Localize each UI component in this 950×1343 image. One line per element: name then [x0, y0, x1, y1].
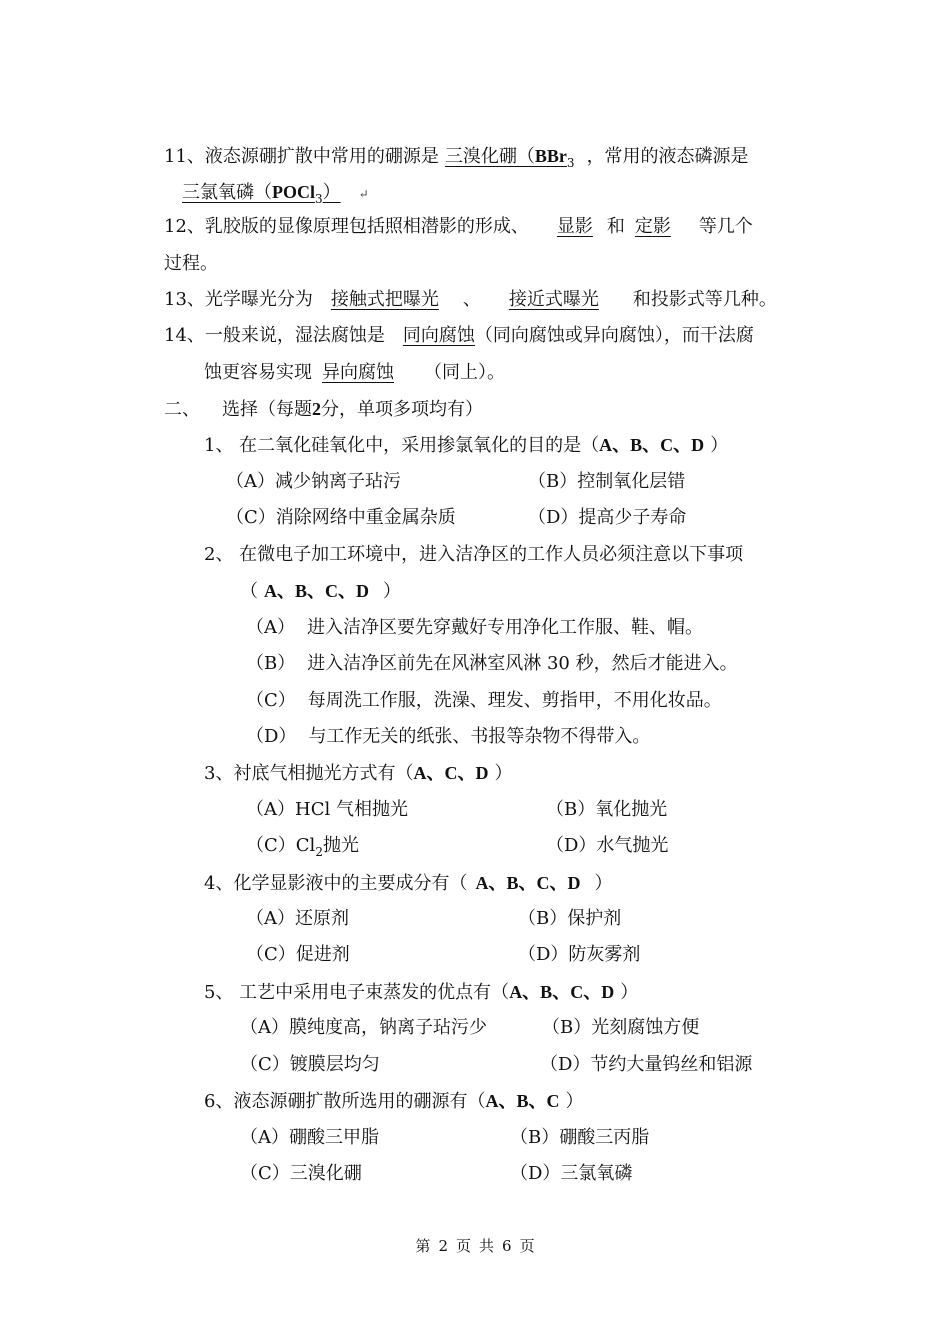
- c5-stem: 5、 工艺中采用电子束蒸发的优点有（A、B、C、D ）: [204, 982, 639, 1003]
- c2-stem: 2、 在微电子加工环境中，进入洁净区的工作人员必须注意以下事项: [204, 544, 744, 565]
- c3-answer: A、C、D: [413, 763, 489, 783]
- c5-option-c: （C）镀膜层均匀: [240, 1054, 380, 1075]
- q12-line2: 过程。: [164, 253, 218, 274]
- c3-option-d: （D）水气抛光: [546, 835, 669, 856]
- c3-option-b: （B）氧化抛光: [546, 799, 668, 820]
- page-number: 2: [438, 1237, 448, 1255]
- c4-answer: A、B、C、D: [475, 873, 581, 893]
- q13-answer-1: 接触式把曝光: [330, 289, 439, 310]
- c2-answer: A、B、C、D: [264, 581, 370, 601]
- q14-number: 14、: [164, 325, 205, 346]
- c1-option-d: （D）提高少子寿命: [528, 507, 687, 528]
- q12-number: 12、: [164, 216, 205, 237]
- c5-option-d: （D）节约大量钨丝和铝源: [540, 1054, 753, 1075]
- q11-number: 11、: [164, 146, 205, 167]
- q14-answer-2: 异向腐蚀: [322, 362, 394, 383]
- q14-answer-1: 同向腐蚀: [402, 325, 475, 346]
- q14-line1: [164, 324, 754, 348]
- q11-line1: [164, 144, 749, 169]
- c4-option-c: （C）促进剂: [246, 944, 350, 965]
- q13-text-2: 和投影式等几种。: [632, 289, 777, 310]
- c3-option-a: （A）HCl 气相抛光: [246, 799, 408, 820]
- c6-option-c: （C）三溴化硼: [240, 1163, 362, 1184]
- q13-text: 光学曝光分为: [204, 289, 313, 310]
- c3-stem: 3、衬底气相抛光方式有（A、C、D ）: [204, 763, 513, 784]
- page-footer: 第 2 页 共 6 页: [415, 1237, 535, 1255]
- q12-text-2: 和: [606, 216, 625, 237]
- c6-answer: A、B、C: [485, 1091, 560, 1111]
- c6-option-b: （B）硼酸三丙脂: [510, 1127, 650, 1148]
- c6-stem: 6、液态源硼扩散所选用的硼源有（A、B、C ）: [204, 1091, 584, 1112]
- c2-option-c: （C） 每周洗工作服，洗澡、理发、剪指甲，不用化妆品。: [246, 690, 722, 711]
- c1-answer: A、B、C、D: [599, 435, 705, 455]
- c4-option-a: （A）还原剂: [246, 908, 349, 929]
- c1-option-b: （B）控制氧化层错: [528, 471, 686, 492]
- q13-line: [164, 288, 777, 312]
- c4-option-b: （B）保护剂: [518, 908, 622, 929]
- c4-stem: 4、化学显影液中的主要成分有（ A、B、C、D ）: [204, 873, 613, 894]
- section-2-heading: 二、 选择（每题2分，单项多项均有）: [164, 399, 483, 420]
- q11-text-2: ，常用的液态磷源是: [586, 146, 749, 167]
- c2-option-d: （D） 与工作无关的纸张、书报等杂物不得带入。: [246, 726, 651, 747]
- paragraph-mark: ↵: [358, 187, 369, 201]
- q12-answer-2: 定影: [634, 216, 671, 237]
- c2-option-a: （A） 进入洁净区要先穿戴好专用净化工作服、鞋、帽。: [246, 617, 703, 638]
- q12-answer-1: 显影: [556, 216, 593, 237]
- c2-answer-line: （ A、B、C、D ）: [240, 581, 402, 602]
- q11-answer-1: 三溴化硼（BBr$_3$: [444, 146, 575, 170]
- c1-option-a: （A）减少钠离子玷污: [226, 471, 401, 492]
- q14-text-2: （同向腐蚀或异向腐蚀），而干法腐: [474, 325, 754, 346]
- c3-option-c: $(C)Cl_2$抛光: [246, 835, 359, 859]
- section-number: 二、: [164, 399, 200, 420]
- c1-option-c: （C）消除网络中重金属杂质: [226, 507, 456, 528]
- c5-option-b: （B）光刻腐蚀方便: [542, 1017, 700, 1038]
- c5-option-a: （A）膜纯度高，钠离子玷污少: [240, 1017, 487, 1038]
- q13-answer-2: 接近式曝光: [508, 289, 599, 310]
- c6-option-a: （A）硼酸三甲脂: [240, 1127, 379, 1148]
- q14-text: 一般来说，湿法腐蚀是: [204, 325, 385, 346]
- page-total: 6: [502, 1237, 512, 1255]
- c1-stem: 1、 在二氧化硅氧化中，采用掺氯氧化的目的是（A、B、C、D ）: [204, 435, 729, 456]
- q14-line2: 蚀更容易实现 异向腐蚀 （同上）。: [204, 362, 505, 383]
- q11-answer-2: 三氯氧磷（POCl$_3$）: [182, 182, 341, 206]
- c4-option-d: （D）防灰雾剂: [518, 944, 641, 965]
- q13-separator: 、: [462, 289, 481, 310]
- c5-answer: A、B、C、D: [509, 982, 615, 1002]
- q12-line1: [164, 215, 753, 239]
- q11-text: 液态源硼扩散中常用的硼源是: [204, 146, 439, 167]
- c2-option-b: （B） 进入洁净区前先在风淋室风淋 30 秒，然后才能进入。: [246, 653, 738, 674]
- c6-option-d: （D）三氯氧磷: [510, 1163, 633, 1184]
- q12-text: 乳胶版的显像原理包括照相潜影的形成、: [204, 216, 529, 237]
- q12-text-3: 等几个: [698, 216, 753, 237]
- q11-line2: [164, 180, 369, 206]
- q13-number: 13、: [164, 289, 205, 310]
